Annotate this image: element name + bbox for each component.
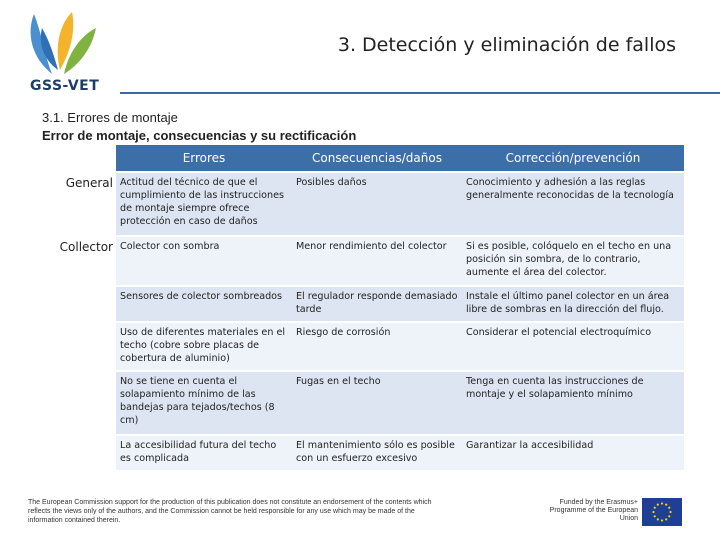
table-row: [34, 235, 684, 285]
table-row: [34, 434, 684, 470]
correction-cell: Conocimiento y adhesión a las reglas generalmente reconocidas de la tecnología: [462, 171, 684, 235]
header-divider: [120, 92, 720, 94]
column-header-errors: Errores: [116, 145, 292, 171]
table-row: [34, 285, 684, 321]
row-category: [34, 434, 116, 470]
eu-disclaimer: The European Commission support for the production of this publication does not constitute an endorsement of the contents which reflects the views only of the authors, and the Commission cannot be held responsible for any use which may be made of the information contained therein.: [28, 499, 432, 524]
consequence-cell: El mantenimiento sólo es posible con un esfuerzo excesivo: [292, 434, 462, 470]
correction-cell: Garantizar la accesibilidad: [462, 434, 684, 470]
header-empty-cell: [34, 145, 116, 171]
error-cell: Sensores de colector sombreados: [116, 285, 292, 321]
row-category: Collector: [34, 235, 116, 285]
consequence-cell: El regulador responde demasiado tarde: [292, 285, 462, 321]
row-category: General: [34, 171, 116, 235]
row-category: [34, 285, 116, 321]
section-subheading: Error de montaje, consecuencias y su rectificación: [42, 128, 357, 143]
correction-cell: Tenga en cuenta las instrucciones de montaje y el solapamiento mínimo: [462, 370, 684, 434]
consequence-cell: Riesgo de corrosión: [292, 321, 462, 370]
column-header-consequences: Consecuencias/daños: [292, 145, 462, 171]
eu-funding-text: Funded by the Erasmus+ Programme of the European Union: [549, 499, 638, 522]
column-header-correction: Corrección/prevención: [462, 145, 684, 171]
error-cell: La accesibilidad futura del techo es complicada: [116, 434, 292, 470]
row-category: [34, 370, 116, 434]
eu-flag-icon: [642, 498, 682, 526]
logo-text: GSS-VET: [30, 78, 100, 94]
page-title: 3. Detección y eliminación de fallos: [337, 34, 676, 56]
table-row: [34, 370, 684, 434]
section-heading: 3.1. Errores de montaje: [42, 110, 178, 125]
row-category: [34, 321, 116, 370]
consequence-cell: Fugas en el techo: [292, 370, 462, 434]
consequence-cell: Posibles daños: [292, 171, 462, 235]
consequence-cell: Menor rendimiento del colector: [292, 235, 462, 285]
correction-cell: Instale el último panel colector en un área libre de sombras en la dirección del flujo.: [462, 285, 684, 321]
correction-cell: Considerar el potencial electroquímico: [462, 321, 684, 370]
correction-cell: Si es posible, colóquelo en el techo en una posición sin sombra, de lo contrario, aumente el área del colector.: [462, 235, 684, 285]
error-cell: Colector con sombra: [116, 235, 292, 285]
error-cell: Actitud del técnico de que el cumplimiento de las instrucciones de montaje siempre ofrece protección en caso de daños: [116, 171, 292, 235]
error-cell: Uso de diferentes materiales en el techo (cobre sobre placas de cobertura de aluminio): [116, 321, 292, 370]
errors-table: [34, 145, 684, 470]
table-row: [34, 321, 684, 370]
table-row: [34, 171, 684, 235]
table-header-row: [34, 145, 684, 171]
error-cell: No se tiene en cuenta el solapamiento mínimo de las bandejas para tejados/techos (8 cm): [116, 370, 292, 434]
